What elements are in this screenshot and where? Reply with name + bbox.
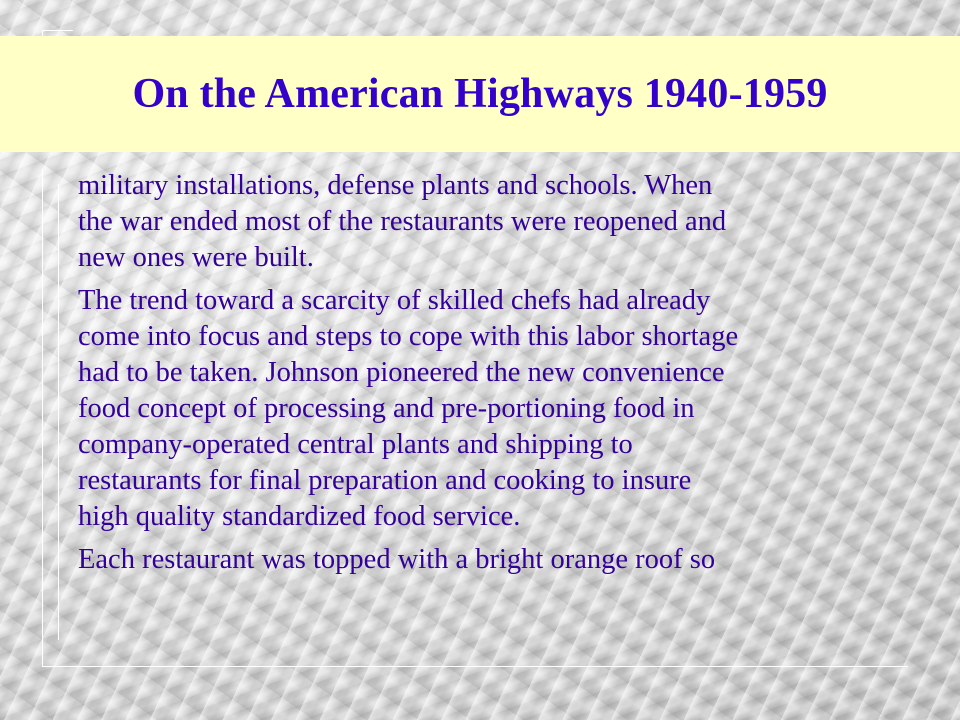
frame-inner-line: [58, 184, 59, 640]
paragraph-orange-roof: Each restaurant was topped with a bright orange roof so: [78, 544, 716, 575]
slide-title: On the American Highways 1940-1959: [132, 71, 828, 117]
slide-body: [78, 168, 948, 585]
frame-left-line: [42, 170, 43, 666]
frame-bottom-line: [42, 666, 908, 667]
paragraph-military-installations: military installations, defense plants and schools. When the war ended most of the restaurants were reopened and new ones were built.: [78, 170, 727, 273]
title-band: [0, 36, 960, 152]
paragraph-skilled-chefs: The trend toward a scarcity of skilled chefs had already come into focus and steps to cope with this labor shortage had to be taken. Johnson pioneered the new convenience food concept of processing and pre-portioning food in company-operated central plants and shipping to restaurants for final preparation and cooking to insure high quality standardized food service.: [78, 285, 739, 532]
